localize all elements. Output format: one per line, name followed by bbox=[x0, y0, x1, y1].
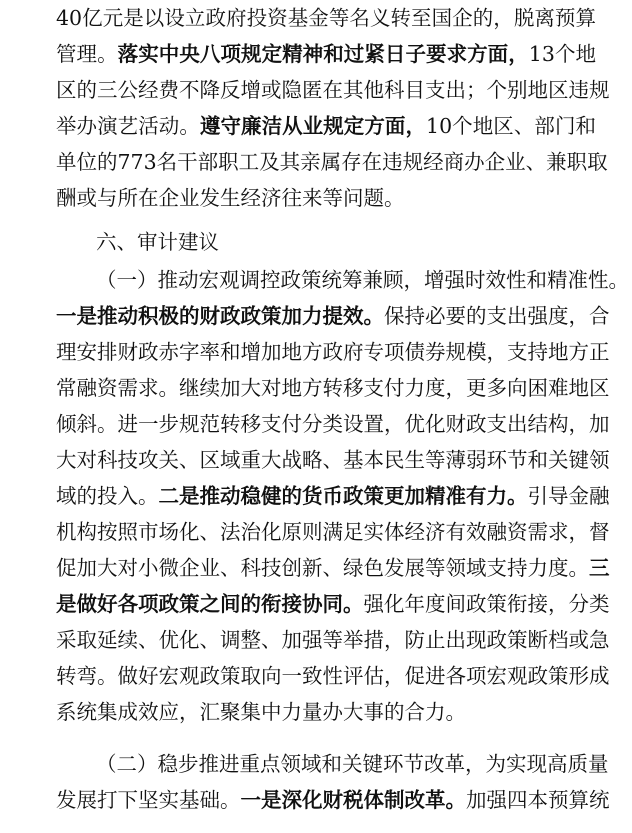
text-line-12: 倾斜。进一步规范转移支付分类设置，优化财政支出结构，加 bbox=[56, 412, 610, 436]
text-line-3: 区的三公经费不降反增或隐匿在其他科目支出；个别地区违规 bbox=[56, 78, 610, 102]
text-line-14: 域的投入。二是推动稳健的货币政策更加精准有力。引导金融 bbox=[56, 484, 610, 508]
text-line-15: 机构按照市场化、法治化原则满足实体经济有效融资需求，督 bbox=[56, 520, 610, 544]
text-line-2: 管理。落实中央八项规定精神和过紧日子要求方面，13个地 bbox=[56, 42, 596, 66]
text-line-5: 单位的773名干部职工及其亲属存在违规经商办企业、兼职取 bbox=[56, 150, 608, 174]
bold-phrase: 落实中央八项规定精神和过紧日子要求方面， bbox=[117, 42, 529, 66]
text-line-20: 系统集成效应，汇聚集中力量办大事的合力。 bbox=[56, 700, 466, 724]
bold-phrase: 三 bbox=[589, 556, 610, 580]
text-line-11: 常融资需求。继续加大对地方转移支付力度，更多向困难地区 bbox=[56, 376, 610, 400]
bold-phrase: 一是推动积极的财政政策加力提效。 bbox=[56, 304, 384, 328]
text-line-22: 发展打下坚实基础。一是深化财税体制改革。加强四本预算统 bbox=[56, 788, 610, 812]
bold-phrase: 二是推动稳健的货币政策更加精准有力。 bbox=[158, 484, 528, 508]
text-line-10: 理安排财政赤字率和增加地方政府专项债券规模，支持地方正 bbox=[56, 340, 610, 364]
subsection-heading-1: （一）推动宏观调控政策统筹兼顾，增强时效性和精准性。 bbox=[96, 268, 629, 292]
text-line-16: 促加大对小微企业、科技创新、绿色发展等领域支持力度。三 bbox=[56, 556, 610, 580]
text-line-13: 大对科技攻关、区域重大战略、基本民生等薄弱环节和关键领 bbox=[56, 448, 610, 472]
text-line-4: 举办演艺活动。遵守廉洁从业规定方面，10个地区、部门和 bbox=[56, 114, 597, 138]
text-line-17: 是做好各项政策之间的衔接协同。强化年度间政策衔接，分类 bbox=[56, 592, 610, 616]
text-line-9: 一是推动积极的财政政策加力提效。保持必要的支出强度，合 bbox=[56, 304, 610, 328]
subsection-heading-2: （二）稳步推进重点领域和关键环节改革，为实现高质量 bbox=[96, 752, 609, 776]
bold-phrase: 遵守廉洁从业规定方面， bbox=[199, 114, 427, 138]
bold-phrase: 一是深化财税体制改革。 bbox=[240, 788, 466, 812]
text-line-19: 转弯。做好宏观政策取向一致性评估，促进各项宏观政策形成 bbox=[56, 664, 610, 688]
section-heading: 六、审计建议 bbox=[96, 230, 219, 254]
text-line-1: 40亿元是以设立政府投资基金等名义转至国企的，脱离预算 bbox=[56, 6, 596, 30]
bold-phrase: 是做好各项政策之间的衔接协同。 bbox=[56, 592, 364, 616]
text-line-6: 酬或与所在企业发生经济往来等问题。 bbox=[56, 186, 405, 210]
text-line-18: 采取延续、优化、调整、加强等举措，防止出现政策断档或急 bbox=[56, 628, 610, 652]
